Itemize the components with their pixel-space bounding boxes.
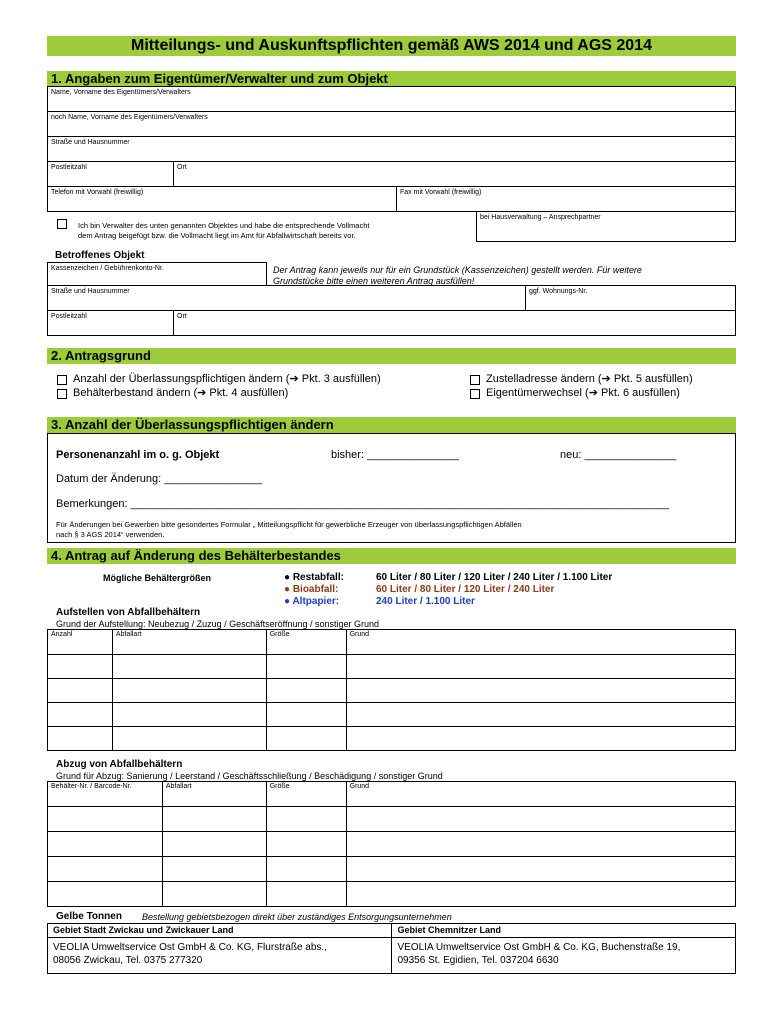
owner-phone-field[interactable] — [47, 186, 397, 212]
opt-bins-label: Behälterbestand ändern (➔ Pkt. 4 ausfüllen) — [73, 387, 289, 399]
col-header-reason: Grund — [346, 782, 735, 807]
table-cell[interactable] — [162, 832, 266, 857]
table-row — [48, 938, 736, 974]
owner-name-label: Name, Vorname des Eigentümers/Verwalters — [51, 89, 191, 96]
table-cell[interactable] — [266, 703, 346, 727]
section4-heading: 4. Antrag auf Änderung des Behälterbestandes — [47, 548, 736, 564]
section2-heading: 2. Antragsgrund — [47, 348, 736, 364]
setup-reason: Grund der Aufstellung: Neubezug / Zuzug / Geschäftseröffnung / sonstiger Grund — [56, 619, 380, 629]
table-row[interactable] — [48, 857, 736, 882]
table-cell[interactable] — [48, 703, 113, 727]
table-cell[interactable] — [48, 832, 163, 857]
rest-label: ● Restabfall: — [284, 572, 344, 583]
table-row[interactable] — [48, 727, 736, 751]
verwalter-checkbox[interactable] — [57, 219, 67, 229]
owner-phone-label: Telefon mit Vorwahl (freiwillig) — [51, 189, 144, 196]
object-city-field[interactable] — [173, 310, 736, 336]
verwalter-text-2: dem Antrag beigefügt bzw. die Vollmacht liegt im Amt für Abfallwirtschaft bereits vor. — [78, 231, 356, 240]
object-city-label: Ort — [177, 313, 187, 320]
paper-label: ● Altpapier: — [284, 596, 340, 607]
table-cell[interactable] — [266, 832, 346, 857]
removal-table — [47, 781, 736, 907]
col-header-bin-number: Behälter-Nr. / Barcode-Nr. — [48, 782, 163, 807]
owner-fax-label: Fax mit Vorwahl (freiwillig) — [400, 189, 482, 196]
table-cell[interactable] — [48, 727, 113, 751]
section3-heading: 3. Anzahl der Überlassungspflichtigen ändern — [47, 417, 736, 433]
chemnitz-line-2: 09356 St. Egidien, Tel. 037204 6630 — [397, 955, 559, 966]
bio-label: ● Bioabfall: — [284, 584, 339, 595]
persons-before[interactable]: bisher: _______________ — [331, 449, 459, 461]
table-cell[interactable] — [48, 655, 113, 679]
removal-heading: Abzug von Abfallbehältern — [56, 759, 183, 770]
col-header-size: Größe — [266, 782, 346, 807]
table-row[interactable] — [48, 882, 736, 907]
apartment-label: ggf. Wohnungs-Nr. — [529, 288, 588, 295]
object-zip-label: Postleitzahl — [51, 313, 87, 320]
zwickau-line-1: VEOLIA Umweltservice Ost GmbH & Co. KG, Flurstraße abs., — [53, 942, 327, 953]
owner-street-label: Straße und Hausnummer — [51, 139, 130, 146]
col-header-reason: Grund — [346, 630, 735, 655]
table-cell[interactable] — [48, 679, 113, 703]
persons-new[interactable]: neu: _______________ — [560, 449, 677, 461]
table-cell[interactable] — [266, 882, 346, 907]
note-line-2: Grundstücke bitte einen weiteren Antrag ausfüllen! — [273, 276, 475, 286]
table-cell[interactable] — [48, 882, 163, 907]
removal-reason: Grund für Abzug: Sanierung / Leerstand / Geschäftsschließung / Beschädigung / sonstiger Grund — [56, 771, 443, 781]
business-note-2: nach § 3 AGS 2014“ verwenden. — [56, 530, 165, 539]
rest-sizes: 60 Liter / 80 Liter / 120 Liter / 240 Liter / 1.100 Liter — [376, 572, 613, 583]
container-sizes-label: Mögliche Behältergrößen — [103, 573, 212, 583]
table-cell[interactable] — [346, 727, 735, 751]
page-title: Mitteilungs- und Auskunftspflichten gemäß AWS 2014 und AGS 2014 — [47, 36, 736, 56]
table-cell[interactable] — [112, 703, 266, 727]
owner-name2-field[interactable] — [47, 111, 736, 137]
table-cell[interactable] — [346, 679, 735, 703]
col-header-size: Größe — [266, 630, 346, 655]
persons-label: Personenanzahl im o. g. Objekt — [56, 449, 220, 461]
table-cell[interactable] — [266, 857, 346, 882]
table-cell[interactable] — [346, 655, 735, 679]
table-row[interactable] — [48, 832, 736, 857]
yellow-bins-table — [47, 923, 736, 974]
table-cell[interactable] — [112, 655, 266, 679]
table-row — [48, 630, 736, 655]
owner-fax-field[interactable] — [396, 186, 736, 212]
kassenzeichen-label: Kassenzeichen / Gebührenkonto-Nr. — [51, 265, 164, 272]
section1-heading: 1. Angaben zum Eigentümer/Verwalter und zum Objekt — [47, 71, 736, 87]
chemnitz-heading: Gebiet Chemnitzer Land — [392, 924, 736, 938]
table-row[interactable] — [48, 807, 736, 832]
paper-sizes: 240 Liter / 1.100 Liter — [376, 596, 475, 607]
table-cell[interactable] — [346, 832, 735, 857]
contact-person-label: bei Hausverwaltung – Ansprechpartner — [480, 214, 601, 221]
table-cell[interactable] — [112, 679, 266, 703]
owner-street-field[interactable] — [47, 136, 736, 162]
owner-city-label: Ort — [177, 164, 187, 171]
table-cell[interactable] — [346, 882, 735, 907]
opt-count-checkbox[interactable] — [57, 375, 67, 385]
col-header-waste-type: Abfallart — [162, 782, 266, 807]
bio-sizes: 60 Liter / 80 Liter / 120 Liter / 240 Liter — [376, 584, 555, 595]
table-row[interactable] — [48, 679, 736, 703]
object-zip-field[interactable] — [47, 310, 174, 336]
owner-name2-label: noch Name, Vorname des Eigentümers/Verwalters — [51, 114, 208, 121]
object-street-field[interactable] — [47, 285, 526, 311]
table-cell[interactable] — [162, 807, 266, 832]
yellow-bins-note: Bestellung gebietsbezogen direkt über zuständiges Entsorgungsunternehmen — [142, 912, 452, 922]
opt-count-label: Anzahl der Überlassungspflichtigen ändern (➔ Pkt. 3 ausfüllen) — [73, 373, 381, 385]
kassenzeichen-field[interactable] — [47, 262, 267, 286]
table-cell[interactable] — [162, 857, 266, 882]
zwickau-address — [48, 938, 392, 974]
table-cell[interactable] — [266, 679, 346, 703]
business-note-1: Für Änderungen bei Gewerben bitte gesondertes Formular „ Mitteilungspflicht für gewerbliche Erzeuger von überlassungspflichtigen Abfällen — [56, 520, 522, 529]
setup-table — [47, 629, 736, 751]
yellow-bins-heading: Gelbe Tonnen — [56, 911, 122, 922]
owner-name-field[interactable] — [47, 86, 736, 112]
table-cell[interactable] — [266, 727, 346, 751]
table-cell[interactable] — [346, 807, 735, 832]
zwickau-line-2: 08056 Zwickau, Tel. 0375 277320 — [53, 955, 203, 966]
table-row — [48, 782, 736, 807]
table-row[interactable] — [48, 655, 736, 679]
table-cell[interactable] — [112, 727, 266, 751]
setup-heading: Aufstellen von Abfallbehältern — [56, 607, 201, 618]
table-cell[interactable] — [48, 807, 163, 832]
apartment-field[interactable] — [525, 285, 736, 311]
owner-zip-field[interactable] — [47, 161, 174, 187]
opt-address-checkbox[interactable] — [470, 375, 480, 385]
opt-owner-checkbox[interactable] — [470, 389, 480, 399]
owner-city-field[interactable] — [173, 161, 736, 187]
table-row — [48, 924, 736, 938]
opt-owner-label: Eigentümerwechsel (➔ Pkt. 6 ausfüllen) — [486, 387, 680, 399]
verwalter-text-1: Ich bin Verwalter des unten genannten Objektes und habe die entsprechende Vollmacht — [78, 221, 370, 230]
object-street-label: Straße und Hausnummer — [51, 288, 130, 295]
table-cell[interactable] — [346, 857, 735, 882]
table-cell[interactable] — [266, 807, 346, 832]
table-cell[interactable] — [162, 882, 266, 907]
opt-address-label: Zustelladresse ändern (➔ Pkt. 5 ausfüllen) — [486, 373, 693, 385]
opt-bins-checkbox[interactable] — [57, 389, 67, 399]
table-cell[interactable] — [346, 703, 735, 727]
remarks[interactable]: Bemerkungen: ________________________________________________________________________________________ — [56, 498, 669, 510]
table-row[interactable] — [48, 703, 736, 727]
col-header-waste-type: Abfallart — [112, 630, 266, 655]
owner-zip-label: Postleitzahl — [51, 164, 87, 171]
table-cell[interactable] — [266, 655, 346, 679]
change-date[interactable]: Datum der Änderung: ________________ — [56, 473, 263, 485]
zwickau-heading: Gebiet Stadt Zwickau und Zwickauer Land — [48, 924, 392, 938]
col-header-count: Anzahl — [48, 630, 113, 655]
object-heading: Betroffenes Objekt — [55, 250, 145, 261]
contact-person-field[interactable] — [476, 211, 736, 242]
chemnitz-address — [392, 938, 736, 974]
chemnitz-line-1: VEOLIA Umweltservice Ost GmbH & Co. KG, Buchenstraße 19, — [397, 942, 681, 953]
table-cell[interactable] — [48, 857, 163, 882]
note-line-1: Der Antrag kann jeweils nur für ein Grundstück (Kassenzeichen) gestellt werden. Für weitere — [273, 265, 642, 275]
